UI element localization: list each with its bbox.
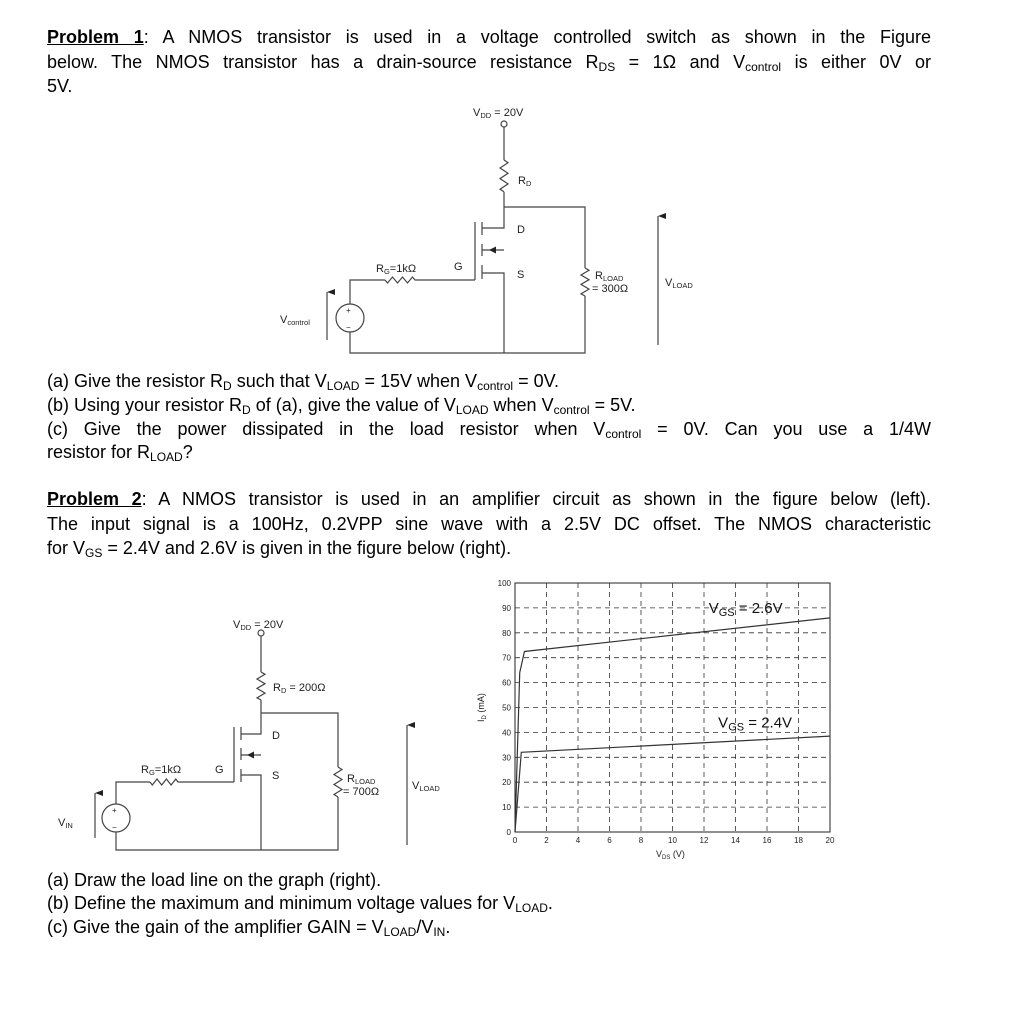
text-run: = 15V when V [359,371,478,391]
vload-label: VLOAD [412,780,440,793]
amplifier-circuit [58,619,440,850]
vdd-label: VDD = 20V [473,107,524,120]
resistor-rd-icon [257,672,265,700]
resistor-rg-icon [385,277,475,283]
rd-label: RD [518,175,532,188]
subscript: LOAD [383,925,417,939]
text-run: = 0V. Can you use a 1/4W [641,419,931,439]
subscript: LOAD [326,379,360,393]
text-run: = 1Ω and V [615,52,746,72]
resistor-rd-icon [500,160,508,192]
wire [350,280,585,353]
text-run: 5V. [47,76,73,96]
subscript: LOAD [455,403,489,417]
vdd-label: VDD = 20V [233,619,284,632]
subscript: GS [85,546,103,560]
vdd-terminal-icon [501,121,507,127]
text-run: when V [488,395,554,415]
subscript: control [553,403,590,417]
voltage-source-icon [102,804,130,832]
switch-circuit [280,107,693,353]
y-tick-label: 50 [502,703,511,713]
text-run: = 5V. [589,395,636,415]
y-tick-label: 0 [506,828,511,837]
y-tick-label: 10 [502,803,511,813]
text-run: resistor for R [47,442,151,462]
text-run: . [547,893,553,913]
resistor-rg-icon [150,779,234,785]
subscript: control [745,60,782,74]
problem-heading: Problem 1 [47,27,144,47]
y-tick-label: 100 [497,579,511,588]
vload-label: VLOAD [665,277,693,290]
text-run: (c) Give the power dissipated in the load resistor when V [47,419,606,439]
text-run: /V [416,917,434,937]
text-run: ? [182,442,193,462]
series-label: $V_{GS} = 2.6V$ [708,599,783,619]
y-tick-label: 90 [502,603,511,613]
y-tick-label: 80 [502,628,511,638]
text-run: for V [47,538,86,558]
nmos-transistor-icon [475,222,504,353]
x-axis-label: $V_{DS}$ (V) [656,849,685,861]
subscript: D [242,403,251,417]
wire [482,192,585,268]
text-run: (a) Give the resistor R [47,371,224,391]
text-run: = 0V. [513,371,559,391]
subscript: DS [598,60,616,74]
problem-heading: Problem 2 [47,489,142,509]
vin-label: VIN [58,817,73,830]
source-label: S [517,269,525,281]
svg-text:+: + [346,306,351,315]
text-run: is either 0V or [781,52,931,72]
text-run: (a) Draw the load line on the graph (right). [47,870,382,890]
gate-label: G [454,261,463,273]
rload-label: RLOAD [595,270,624,283]
subscript: IN [433,925,446,939]
text-run: The input signal is a 100Hz, 0.2VPP sine wave with a 2.5V DC offset. The NMOS characteristic [47,514,931,534]
text-run: below. The NMOS transistor has a drain-source resistance R [47,52,599,72]
drain-label: D [517,224,525,236]
subscript: control [477,379,514,393]
x-tick-label: 2 [544,836,549,845]
text-run: : A NMOS transistor is used in an amplifier circuit as shown in the figure below (left). [141,489,932,509]
y-tick-label: 20 [502,778,511,788]
text-run: (c) Give the gain of the amplifier GAIN = V [47,917,384,937]
source-label: S [272,770,280,782]
text-run: (b) Define the maximum and minimum voltage values for V [47,893,516,913]
text-run: of (a), give the value of V [250,395,456,415]
x-tick-label: 8 [638,836,644,845]
x-tick-label: 12 [699,836,709,845]
rload-label: RLOAD [347,773,376,786]
svg-text:−: − [112,823,117,832]
subscript: LOAD [150,450,183,464]
svg-text:+: + [112,806,117,815]
subscript: control [605,427,642,441]
rg-label: RG=1kΩ [376,263,417,276]
rload-value: = 300Ω [592,283,629,295]
subscript: D [223,379,232,393]
y-tick-label: 40 [502,728,511,738]
resistor-rload-icon [334,767,342,797]
rg-label: RG=1kΩ [141,764,182,777]
svg-text:−: − [346,323,351,332]
text-run: (b) Using your resistor R [47,395,243,415]
x-tick-label: 14 [731,836,740,845]
rload-value: = 700Ω [343,786,380,798]
x-tick-label: 20 [825,836,835,845]
rd-label: RD = 200Ω [273,682,326,695]
voltage-source-icon [336,304,364,332]
y-axis-label: $I_D$ (mA) [476,693,488,722]
series-label: $V_{GS} = 2.4V$ [718,714,793,734]
resistor-rload-icon [581,268,589,296]
x-tick-label: 0 [512,836,518,845]
text-run: : A NMOS transistor is used in a voltage controlled switch as shown in the Figure [143,27,931,47]
nmos-transistor-icon [234,727,261,850]
subscript: LOAD [515,901,548,915]
drain-label: D [272,730,280,742]
text-run: such that V [231,371,327,391]
wire [241,700,338,767]
x-tick-label: 10 [668,836,677,845]
x-tick-label: 4 [575,836,581,845]
y-tick-label: 60 [502,678,511,688]
x-tick-label: 18 [794,836,803,845]
wire [116,782,338,850]
text-run: . [445,917,451,937]
x-tick-label: 16 [762,836,772,845]
id-vds-chart [476,579,835,861]
y-tick-label: 30 [502,753,511,763]
y-tick-label: 70 [502,653,511,663]
text-run: = 2.4V and 2.6V is given in the figure below (right). [102,538,512,558]
gate-label: G [215,764,224,776]
x-tick-label: 6 [607,836,612,845]
vcontrol-label: Vcontrol [280,314,310,327]
